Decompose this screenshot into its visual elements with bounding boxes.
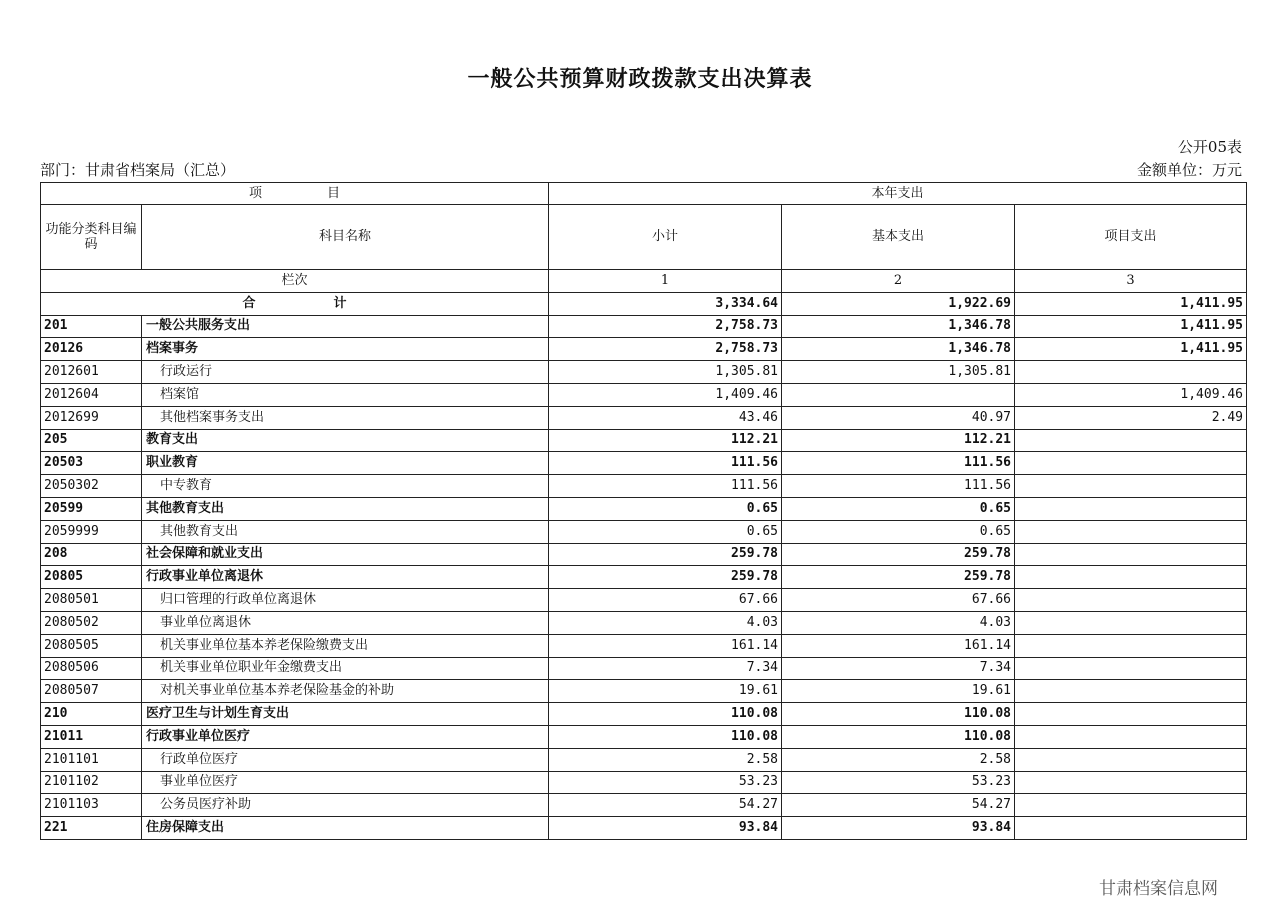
row-subtotal: 112.21 <box>549 429 782 452</box>
table-row <box>41 817 1247 840</box>
header-subtotal: 小计 <box>549 205 782 270</box>
table-row <box>41 657 1247 680</box>
row-subtotal: 259.78 <box>549 566 782 589</box>
row-name: 对机关事业单位基本养老保险基金的补助 <box>142 680 549 703</box>
row-project <box>1015 748 1247 771</box>
row-project <box>1015 566 1247 589</box>
row-code: 2101102 <box>41 771 142 794</box>
row-basic: 111.56 <box>782 452 1015 475</box>
row-name: 其他教育支出 <box>142 497 549 520</box>
row-subtotal: 1,305.81 <box>549 361 782 384</box>
row-project <box>1015 817 1247 840</box>
row-code: 2012604 <box>41 383 142 406</box>
table-row <box>41 383 1247 406</box>
row-code: 2059999 <box>41 520 142 543</box>
total-subtotal: 3,334.64 <box>549 292 782 315</box>
column-index-label: 栏次 <box>41 270 549 293</box>
row-basic: 1,346.78 <box>782 315 1015 338</box>
row-name: 一般公共服务支出 <box>142 315 549 338</box>
row-basic <box>782 383 1015 406</box>
row-project: 2.49 <box>1015 406 1247 429</box>
row-project <box>1015 452 1247 475</box>
row-code: 2080507 <box>41 680 142 703</box>
row-code: 221 <box>41 817 142 840</box>
table-row <box>41 589 1247 612</box>
row-code: 2050302 <box>41 475 142 498</box>
row-code: 21011 <box>41 725 142 748</box>
row-name: 教育支出 <box>142 429 549 452</box>
row-basic: 53.23 <box>782 771 1015 794</box>
total-project: 1,411.95 <box>1015 292 1247 315</box>
row-basic: 1,346.78 <box>782 338 1015 361</box>
row-subtotal: 110.08 <box>549 725 782 748</box>
total-basic: 1,922.69 <box>782 292 1015 315</box>
row-name: 社会保障和就业支出 <box>142 543 549 566</box>
table-row <box>41 634 1247 657</box>
row-basic: 54.27 <box>782 794 1015 817</box>
row-project <box>1015 475 1247 498</box>
row-basic: 0.65 <box>782 497 1015 520</box>
row-project <box>1015 634 1247 657</box>
row-code: 20599 <box>41 497 142 520</box>
row-subtotal: 19.61 <box>549 680 782 703</box>
row-basic: 7.34 <box>782 657 1015 680</box>
row-code: 2012601 <box>41 361 142 384</box>
row-code: 2080502 <box>41 611 142 634</box>
row-subtotal: 4.03 <box>549 611 782 634</box>
row-basic: 112.21 <box>782 429 1015 452</box>
row-basic: 111.56 <box>782 475 1015 498</box>
row-project: 1,411.95 <box>1015 315 1247 338</box>
row-basic: 93.84 <box>782 817 1015 840</box>
row-project <box>1015 611 1247 634</box>
row-name: 档案事务 <box>142 338 549 361</box>
row-subtotal: 111.56 <box>549 452 782 475</box>
row-subtotal: 43.46 <box>549 406 782 429</box>
department-label: 部门：甘肃省档案局（汇总） <box>40 161 236 179</box>
row-basic: 161.14 <box>782 634 1015 657</box>
table-row <box>41 361 1247 384</box>
row-subtotal: 53.23 <box>549 771 782 794</box>
table-row <box>41 794 1247 817</box>
row-project <box>1015 497 1247 520</box>
row-name: 事业单位离退休 <box>142 611 549 634</box>
row-code: 201 <box>41 315 142 338</box>
row-name: 公务员医疗补助 <box>142 794 549 817</box>
row-name: 其他教育支出 <box>142 520 549 543</box>
row-code: 208 <box>41 543 142 566</box>
header-current-year: 本年支出 <box>549 183 1247 205</box>
row-code: 20805 <box>41 566 142 589</box>
row-project <box>1015 429 1247 452</box>
row-code: 2080501 <box>41 589 142 612</box>
row-subtotal: 93.84 <box>549 817 782 840</box>
row-project: 1,411.95 <box>1015 338 1247 361</box>
page-title: 一般公共预算财政拨款支出决算表 <box>467 67 813 92</box>
row-project <box>1015 589 1247 612</box>
row-code: 20503 <box>41 452 142 475</box>
row-subtotal: 2.58 <box>549 748 782 771</box>
row-project: 1,409.46 <box>1015 383 1247 406</box>
table-row <box>41 611 1247 634</box>
row-basic: 110.08 <box>782 703 1015 726</box>
row-project <box>1015 794 1247 817</box>
row-basic: 259.78 <box>782 543 1015 566</box>
row-subtotal: 259.78 <box>549 543 782 566</box>
row-basic: 4.03 <box>782 611 1015 634</box>
table-row <box>41 429 1247 452</box>
header-name: 科目名称 <box>142 205 549 270</box>
row-basic: 67.66 <box>782 589 1015 612</box>
row-subtotal: 0.65 <box>549 497 782 520</box>
row-name: 职业教育 <box>142 452 549 475</box>
table-row <box>41 452 1247 475</box>
row-subtotal: 2,758.73 <box>549 338 782 361</box>
row-project <box>1015 657 1247 680</box>
row-subtotal: 7.34 <box>549 657 782 680</box>
row-basic: 1,305.81 <box>782 361 1015 384</box>
form-number: 公开05表 <box>1177 138 1242 156</box>
column-index-row <box>41 270 1247 293</box>
row-name: 其他档案事务支出 <box>142 406 549 429</box>
row-project <box>1015 543 1247 566</box>
header-item: 项 目 <box>41 183 549 205</box>
table-row <box>41 725 1247 748</box>
table-row <box>41 543 1247 566</box>
table-row <box>41 497 1247 520</box>
row-name: 行政单位医疗 <box>142 748 549 771</box>
row-project <box>1015 771 1247 794</box>
table-row <box>41 315 1247 338</box>
row-name: 行政事业单位医疗 <box>142 725 549 748</box>
table-row <box>41 520 1247 543</box>
table-row <box>41 680 1247 703</box>
row-code: 2101103 <box>41 794 142 817</box>
row-code: 2080506 <box>41 657 142 680</box>
row-basic: 19.61 <box>782 680 1015 703</box>
row-name: 事业单位医疗 <box>142 771 549 794</box>
table-row <box>41 338 1247 361</box>
row-name: 机关事业单位职业年金缴费支出 <box>142 657 549 680</box>
header-code: 功能分类科目编码 <box>41 205 142 270</box>
row-name: 住房保障支出 <box>142 817 549 840</box>
row-name: 档案馆 <box>142 383 549 406</box>
table-row <box>41 748 1247 771</box>
row-name: 中专教育 <box>142 475 549 498</box>
row-subtotal: 67.66 <box>549 589 782 612</box>
total-label: 合 计 <box>41 292 549 315</box>
table-row <box>41 703 1247 726</box>
table-row <box>41 475 1247 498</box>
unit-label: 金额单位：万元 <box>1136 161 1242 179</box>
table-row <box>41 771 1247 794</box>
row-code: 205 <box>41 429 142 452</box>
row-name: 机关事业单位基本养老保险缴费支出 <box>142 634 549 657</box>
row-project <box>1015 520 1247 543</box>
header-row-2 <box>41 205 1247 270</box>
table-row <box>41 566 1247 589</box>
row-code: 210 <box>41 703 142 726</box>
row-subtotal: 111.56 <box>549 475 782 498</box>
column-index-2: 2 <box>782 270 1015 293</box>
total-row <box>41 292 1247 315</box>
row-subtotal: 161.14 <box>549 634 782 657</box>
watermark-text: 甘肃档案信息网 <box>1099 879 1218 899</box>
column-index-1: 1 <box>549 270 782 293</box>
row-project <box>1015 361 1247 384</box>
row-name: 行政事业单位离退休 <box>142 566 549 589</box>
header-row-1 <box>41 183 1247 205</box>
row-subtotal: 54.27 <box>549 794 782 817</box>
row-project <box>1015 680 1247 703</box>
row-basic: 40.97 <box>782 406 1015 429</box>
row-name: 医疗卫生与计划生育支出 <box>142 703 549 726</box>
row-basic: 0.65 <box>782 520 1015 543</box>
row-basic: 259.78 <box>782 566 1015 589</box>
row-code: 2012699 <box>41 406 142 429</box>
row-project <box>1015 725 1247 748</box>
row-basic: 110.08 <box>782 725 1015 748</box>
row-subtotal: 1,409.46 <box>549 383 782 406</box>
column-index-3: 3 <box>1015 270 1247 293</box>
row-subtotal: 0.65 <box>549 520 782 543</box>
row-subtotal: 110.08 <box>549 703 782 726</box>
row-subtotal: 2,758.73 <box>549 315 782 338</box>
expenditure-table <box>40 182 1247 840</box>
table-row <box>41 406 1247 429</box>
row-code: 2080505 <box>41 634 142 657</box>
row-name: 行政运行 <box>142 361 549 384</box>
header-project: 项目支出 <box>1015 205 1247 270</box>
header-basic: 基本支出 <box>782 205 1015 270</box>
row-name: 归口管理的行政单位离退休 <box>142 589 549 612</box>
row-project <box>1015 703 1247 726</box>
row-code: 2101101 <box>41 748 142 771</box>
row-basic: 2.58 <box>782 748 1015 771</box>
row-code: 20126 <box>41 338 142 361</box>
